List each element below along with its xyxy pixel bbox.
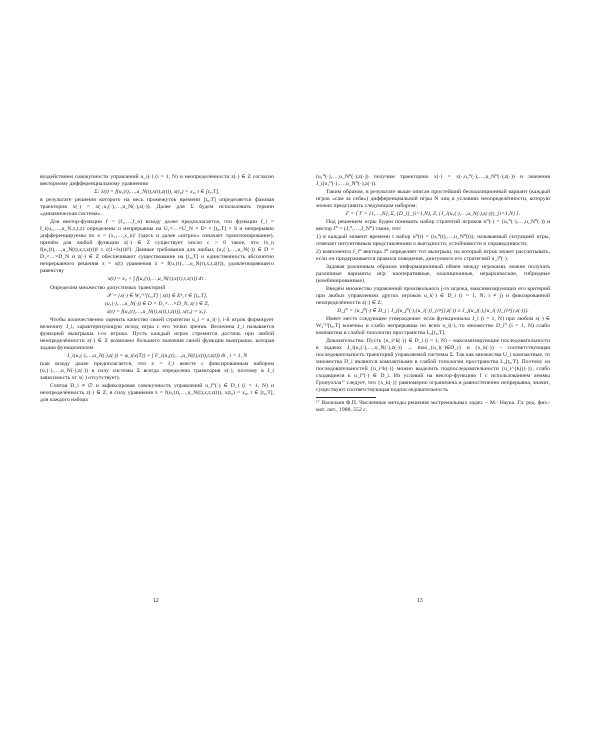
footnote: ¹⁷ Васильев Ф.П. Численные методы решения экстремальных задач. – М.: Наука. Гл. ред. физ.-мат. лит., 1988. 552 с. — [316, 400, 550, 414]
equation: x(t) = x₀ + ∫ f(u₁(τ),…,u_N(τ),x(τ),τ,z(τ)) dτ . — [107, 276, 207, 283]
equation: Σ: ẋ(t) = f(u₁(t),…,u_N(t),x(t),z(t)), x(t₀) = x₀, t ∈ [t₀,T], — [94, 189, 220, 196]
body-paragraph: 2) компонента J_i⁰ вектора J⁰ определяет тот выигрыш, на который игрок может рассчитывать, если он придерживается правила поведения, диктуемого его стратегией u_i⁰(·). — [316, 249, 550, 263]
equation: Γ = ⟨ Γ = {1,…,N}, Σ, {D_i}_{i=1,N}, Z, {J_i(u₁(·),…,u_N(·),z(·))}_{i=1,N} ⟩. — [345, 211, 521, 218]
equation: J_i(u₁(·),…,u_N(·),z(·)) = φ_i(x(T)) + ∫ F_i(u₁(t),…,u_N(t),x(t),t,z(t)) dt , i = 1, N — [66, 353, 248, 360]
footnote-divider — [316, 397, 376, 398]
body-paragraph: в результате решения которого на весь промежуток времени [t₀,T] определяется фазовая траектория x(·) = x(·,u₁(·),…,u_N(·),z(·)). Далее для Σ будем использовать термин «динамическая система». — [40, 197, 274, 218]
body-paragraph: (u₁⁰(·),…,u_N⁰(·),z(·)) получим траекторию x(·) = x(·,u₁⁰(·),…,u_N⁰(·),z(·)) и значения J_i(u₁⁰(·),…,u_N⁰(·),z(·)). — [316, 174, 550, 188]
theorem-paragraph: Имеет место следующее утверждение: если функционалы J_i (i = 1, N) при любом x(·) ∈ W₂⁽¹⁾[t₀,T] конечны и слабо непрерывны по всем u_i(·), то множество D_i⁰ (i = 1, N) слабо компактны в слабой топологии пространства L₂[t₀,T]. — [316, 316, 550, 337]
right-page — [300, 0, 600, 750]
right-text-column — [316, 174, 550, 415]
body-paragraph: Таким образом, в результате выше описан простейший бескоалиционный вариант (каждый игрок «сам за себя») дифференциальной игры N лиц в условиях неопределённости, которую можно представить следующим набором: — [316, 188, 550, 209]
body-paragraph: Задавая различным образом информационный обмен между игроками, можно получать различные варианты игр: кооперативные, коалиционные, иерархические, гибридные (комбинированные). — [316, 263, 550, 284]
body-paragraph: Введём множество управлений произвольного j-го игрока, максимизирующих его критерий при любых управлениях других игроков u_i(·) ∈ D_i (i = 1, N; i ≠ j) и фиксированной неопределённости z(·) ∈ Z: — [316, 285, 550, 306]
body-paragraph: Считая D_i ≠ ∅ и зафиксировав совокупность управлений u_i⁰(·) ∈ D_i (i = 1, N) и неопределённость z(·) ∈ Z, в силу уравнения ẋ = f(u₁(t),…,u_N(t),x,t,z(t)), x(t₀) = x₀, t ∈ [t₀,T], для каждого набора — [40, 383, 274, 404]
left-text-column — [40, 174, 274, 405]
equation: ẋ(t) = f(u₁(t),…,u_N(t),x(t),t,z(t)), x(t₀) = x₀}. — [106, 308, 208, 315]
equation: 𝒳 = {x(·) ∈ W₂⁽¹⁾[t₀,T] | x(t) ∈ Eⁿ, t ∈ [t₀,T], — [106, 292, 208, 299]
body-paragraph: (как всюду далее предполагается, что x = J_i вместе с фиксированным набором (u₁(·),…,u_N(·),z(·)) в силу системы Σ всегда определена траектория x(·), поэтому в J_i зависимость от x(·) отсутствует). — [40, 361, 274, 382]
body-paragraph: Для вектор-функции f = (f₁,…,f_n) всюду далее предполагается, что функции f_i = f_i(u₁,…,u_N,x,t,z) определены и непрерывны на U₁×…×U_N × Eⁿ × [t₀,T] × S и непрерывно дифференцируемы по x = (x₁,…,x_n)′ (здесь и далее «штрих» означает транспонирование), причём для любой функции z(·) ∈ Z существует число c > 0 такое, что ‖x_n f(u₁(t),…,u_N(t),x,t,z(t))‖ ≤ c(1+‖x(t)‖²). Данные требования для любых (u₁(·),…,u_N(·)) ∈ D = D₁×…×D_N и z(·) ∈ Z обеспечивают существование на [t₀,T] и единственность абсолютно непрерывного решения x = x(t) уравнения ẋ = f(u₁(t),…,u_N(t),x,t,z(t)), удовлетворяющего равенству — [40, 219, 274, 275]
body-paragraph: Под решением игры будем понимать набор стратегий игроков u⁰(·) = (u₁⁰(·),…,u_N⁰(·)) и вектор J⁰ = (J₁⁰,…,J_N⁰) такие, что: — [316, 219, 550, 233]
page-number-left: 12 — [153, 598, 159, 604]
page-number-right: 13 — [417, 598, 423, 604]
body-paragraph: Чтобы количественно оценить качество своей стратегии u_i = u_i(·), i-й игрок формирует величину J_i, характеризующую исход игры с его точки зрения. Величина J_i называется функцией выигрыша i-го игрока. Пусть каждый игрок стремится достичь при любой неопределённости z(·) ∈ Z возможно большего значения своей функции выигрыша, которая задана функционалом — [40, 316, 274, 351]
body-paragraph: Доказательство. Пусть {u_i^k(·)} ∈ D_i (i = 1, N) – максимизирующие последовательности в задачах J_i(u₁(·),…,u_N(·),z(·)) → max_{u_i(·)∈D_i} и {x_k(·)} – соответствующая последовательность траекторий управляемой системы Σ. Так как множества U_i компактные, то множества D_i являются компактными в слабой топологии пространства L₂[t₀,T]. Поэтому из последовательностей {u_i^k(·)} можно выделить подпоследовательности {u_i^{kj}(·)}, слабо сходящиеся к u_i⁰(·) ∈ D_i. Из условий на вектор-функцию f с использованием леммы Гронуолла¹⁷ следует, что {x_k(·)} равномерно ограничена и равностепенно непрерывна, значит, существуют соответствующая подпоследовательность — [316, 338, 550, 394]
body-paragraph: Определим множество допустимых траекторий — [50, 284, 166, 291]
body-paragraph: воздействием совокупности управлений u_i(·) (i = 1, N) и неопределённости z(·) ∈ Z согласно векторному дифференциальному уравнению — [40, 174, 274, 188]
equation: D_j⁰ = {u_j⁰(·) ∈ D_j | J_j(u_j⁰(·),{u_i(·)}_{i≠j},z(·)) ≥ J_j(u_j(·),{u_i(·)}_{i≠j},z(·))}. — [337, 308, 529, 315]
body-paragraph: 1) в каждый момент времени t набор u⁰(t) = (u₁⁰(t),…,u_N⁰(t)), называемый ситуацией игры, отвечает интуитивным представлениям о выгодности, устойчивости и справедливости; — [316, 234, 550, 248]
equation: (u₁(·),…,u_N(·)) ∈ D = D₁×…×D_N, z(·) ∈ Z, — [105, 300, 209, 307]
